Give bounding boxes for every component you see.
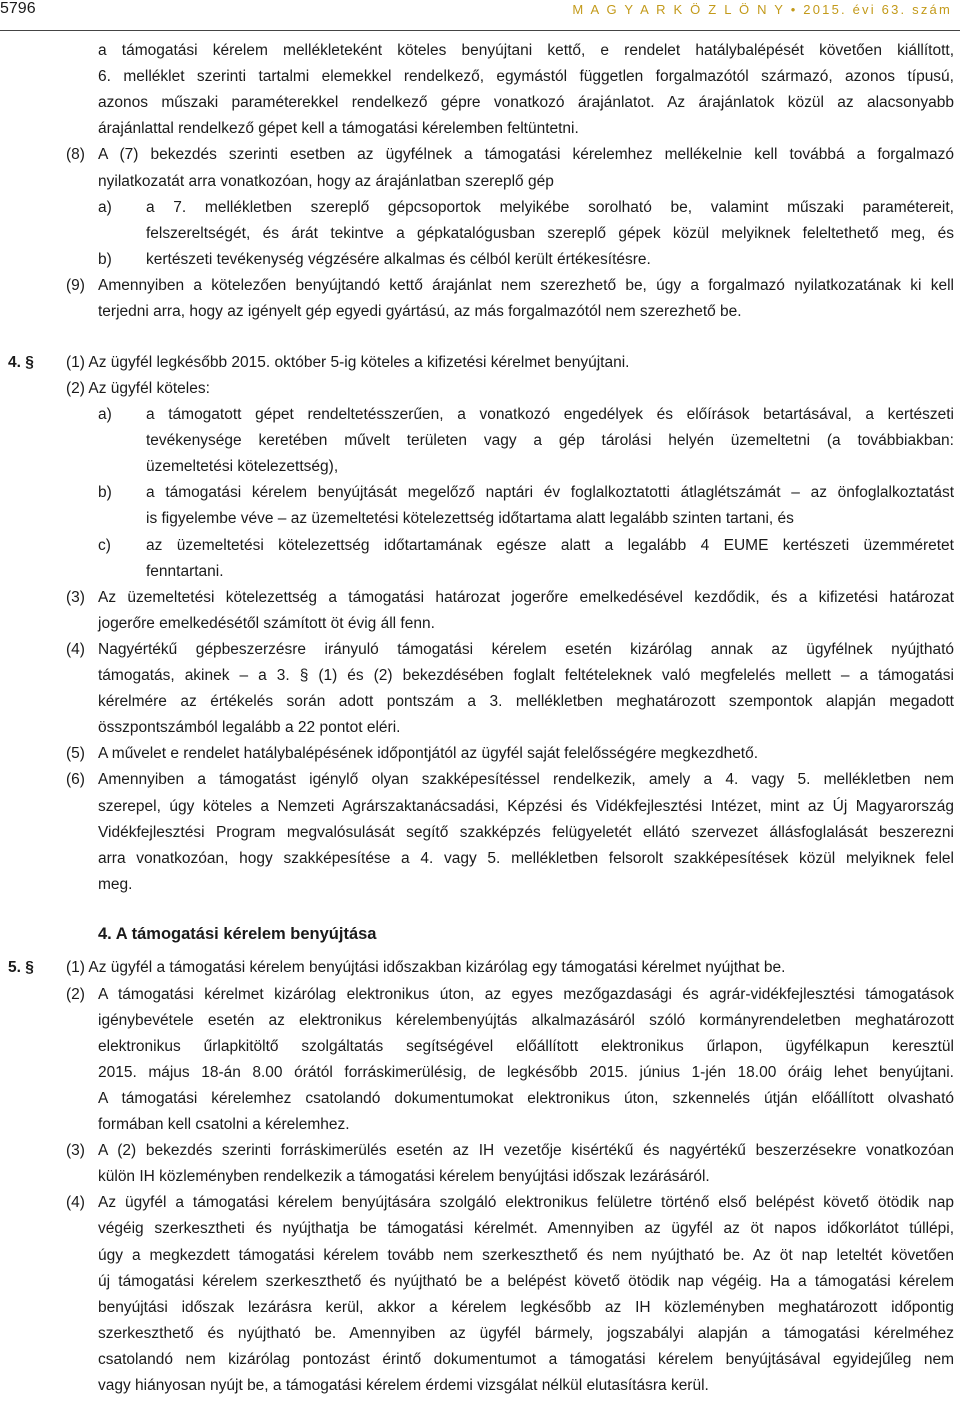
paragraph-marker: (3): [66, 588, 85, 606]
text-line: végéig szerkesztheti és nyújthatja be támogatási kérelmét. Amennyiben az ügyfél az öt napos időkorlátot túllépi,: [98, 1220, 954, 1238]
text-line: (1) Az ügyfél a támogatási kérelem benyújtási időszakban kizárólag egy támogatási kérelmet nyújthat be.: [66, 959, 786, 977]
text-line: 6. melléklet szerinti tartalmi elemekkel rendelkező, egymástól független forgalmazótól származó, azonos típusú,: [98, 68, 954, 86]
text-line: csatolandó nem kizárólag pontozást érintő dokumentumot a támogatási kérelem benyújtásával egyidejűleg nem: [98, 1350, 954, 1368]
section-heading: 4. A támogatási kérelem benyújtása: [98, 925, 377, 944]
text-line: összpontszámból legalább a 22 pontot eléri.: [98, 719, 401, 737]
text-line: igénybevétele esetén az elektronikus kérelembenyújtás alkalmazásáról szóló kormányrendeletben meghatározott: [98, 1011, 954, 1029]
text-line: az üzemeltetési kötelezettség időtartamának egésze alatt a legalább 4 EUME kertészeti üzemméretet: [146, 536, 954, 554]
paragraph-marker: (4): [66, 640, 85, 658]
text-line: arra vonatkozóan, hogy szakképesítése a 4. vagy 5. mellékletben felsorolt szakképesítések közül melyiknek felel: [98, 849, 954, 867]
text-line: árajánlattal rendelkező gépet kell a támogatási kérelemben feltüntetni.: [98, 120, 579, 138]
page-number: 5796: [0, 0, 36, 17]
paragraph-marker: (2): [66, 985, 85, 1003]
paragraph-marker: a): [98, 406, 112, 424]
text-line: a támogatott gépet rendeltetésszerűen, a vonatkozó engedélyek és előírások betartásával, a kertészeti: [146, 406, 954, 424]
paragraph-marker: 5. §: [8, 959, 34, 977]
paragraph-marker: (3): [66, 1142, 85, 1160]
text-line: A (2) bekezdés szerinti forráskimerülés esetén az IH vezetője kisértékű és nagyértékű beszerzésekre vonatkozóan: [98, 1142, 954, 1160]
paragraph-marker: b): [98, 250, 112, 268]
text-line: Vidékfejlesztési Program megvalósulását segítő szakképzés felügyeletét ellátó szervezet állásfoglalását beszerezni: [98, 823, 954, 841]
text-line: 2015. május 18-án 8.00 órától forráskimerülésig, de legkésőbb 2015. június 1-jén 18.00 óráig lehet benyújtani.: [98, 1063, 954, 1081]
text-line: Az ügyfél a támogatási kérelem benyújtására szolgáló elektronikus felületre történő első belépést követő ötödik nap: [98, 1194, 954, 1212]
paragraph-marker: 4. §: [8, 353, 34, 371]
text-line: üzemeltetési kötelezettség),: [146, 458, 339, 476]
page-header: [0, 0, 960, 28]
text-line: A művelet e rendelet hatálybalépésének időpontjától az ügyfél saját felelősségére megkezdhető.: [98, 745, 759, 763]
text-line: tevékenysége keretében művelt területen vagy a gép tárolási helyén üzemeltetni (a továbbiakban:: [146, 432, 954, 450]
text-line: azonos műszaki paraméterekkel rendelkező gépre vonatkozó árajánlatot. Az árajánlatok közül az alacsonyabb: [98, 94, 954, 112]
paragraph-marker: b): [98, 484, 112, 502]
text-line: felszereltségét, és árát tekintve a gépkatalógusban szereplő gépek közül melyiknek feleltethető meg, és: [146, 224, 954, 242]
text-line: a támogatási kérelem benyújtását megelőző naptári év foglalkoztatotti átlaglétszámát – az önfoglalkoztatást: [146, 484, 954, 502]
text-line: fenntartani.: [146, 562, 224, 580]
text-line: A (7) bekezdés szerinti esetben az ügyfélnek a támogatási kérelemhez mellékelnie kell továbbá a forgalmazó: [98, 146, 954, 164]
text-line: nyilatkozatát arra vonatkozóan, hogy az árajánlatban szereplő gép: [98, 172, 554, 190]
paragraph-marker: (8): [66, 146, 85, 164]
text-line: jogerőre emelkedésétől számított öt évig áll fenn.: [98, 614, 435, 632]
text-line: is figyelembe véve – az üzemeltetési kötelezettség időtartama alatt legalább szinten tartani, és: [146, 510, 794, 528]
text-line: meg.: [98, 875, 133, 893]
text-line: A támogatási kérelmet kizárólag elektronikus úton, az egyes mezőgazdasági és agrár-vidékfejlesztési támogatások: [98, 985, 954, 1003]
text-line: Amennyiben a kötelezően benyújtandó kettő árajánlat nem szerezhető be, úgy a forgalmazó nyilatkozatának ki kell: [98, 276, 954, 294]
running-title: M A G Y A R K Ö Z L Ö N Y • 2015. évi 63. szám: [572, 2, 952, 17]
text-line: Az üzemeltetési kötelezettség a támogatási határozat jogerőre emelkedésével kezdődik, és a kifizetési határozat: [98, 588, 954, 606]
text-line: kertészeti tevékenység végzésére alkalmas és célból került értékesítésre.: [146, 250, 651, 268]
text-line: vagy hiányosan nyújt be, a támogatási kérelem érdemi vizsgálat nélkül elutasításra kerül.: [98, 1377, 709, 1394]
paragraph-marker: a): [98, 198, 112, 216]
text-line: szerkeszthető és nyújtható be. Amennyiben az ügyfél bármely, jogszabályi alapján a támogatási kérelméhez: [98, 1324, 954, 1342]
text-line: formában kell csatolni a kérelemhez.: [98, 1116, 350, 1133]
paragraph-marker: c): [98, 536, 111, 554]
text-line: a 7. mellékletben szereplő gépcsoportok melyikébe sorolható be, valamint műszaki paramétereit,: [146, 198, 954, 216]
paragraph-marker: (6): [66, 771, 85, 789]
text-line: kérelmére az értékelés során adott pontszám a 3. mellékletben meghatározott szempontok alapján megadott: [98, 693, 954, 711]
text-line: benyújtási időszak lezárásra kerül, akkor a kérelem legkésőbb az IH közleményben meghatározott időpontig: [98, 1298, 954, 1316]
text-line: terjedni arra, hogy az igényelt gép egyedi gyártású, az más forgalmazótól nem szerezhető be.: [98, 303, 742, 320]
text-line: úgy a megkezdett támogatási kérelem tovább nem szerkeszthető és nem nyújtható be. Az öt nap leteltét követően: [98, 1246, 954, 1264]
text-line: a támogatási kérelem mellékleteként köteles benyújtani kettő, e rendelet hatálybalépését követően kiállított,: [98, 42, 954, 59]
paragraph-marker: (4): [66, 1194, 85, 1212]
header-divider: [0, 30, 960, 31]
text-line: (2) Az ügyfél köteles:: [66, 379, 210, 397]
text-line: új támogatási kérelem szerkeszthető és nyújtható be a belépést követő ötödik nap végéig. Ha a támogatási kérelem: [98, 1272, 954, 1290]
text-line: támogatás, akinek – a 3. § (1) és (2) bekezdésében foglalt feltételeknek való megfelelés mellett – a támogatási: [98, 667, 954, 685]
paragraph-marker: (5): [66, 745, 85, 763]
paragraph-marker: (9): [66, 276, 85, 294]
text-line: elektronikus űrlapkitöltő szolgáltatás segítségével előállított elektronikus űrlapon, ügyfélkapun keresztül: [98, 1037, 954, 1055]
text-line: Amennyiben a támogatást igénylő olyan szakképesítéssel rendelkezik, amely a 4. vagy 5. mellékletben nem: [98, 771, 954, 789]
text-line: (1) Az ügyfél legkésőbb 2015. október 5-ig köteles a kifizetési kérelmet benyújtani.: [66, 353, 630, 371]
text-line: A támogatási kérelemhez csatolandó dokumentumokat elektronikus úton, szkennelés útján előállított olvasható: [98, 1089, 954, 1107]
text-line: szerepel, úgy köteles a Nemzeti Agrárszaktanácsadási, Képzési és Vidékfejlesztési Intézet, mint az Új Magyarország: [98, 797, 954, 815]
text-line: Nagyértékű gépbeszerzésre irányuló támogatási kérelem esetén kizárólag annak az ügyfélnek nyújtható: [98, 640, 954, 658]
text-line: külön IH közleményben rendelkezik a támogatási kérelem benyújtási időszak lezárásáról.: [98, 1168, 710, 1186]
